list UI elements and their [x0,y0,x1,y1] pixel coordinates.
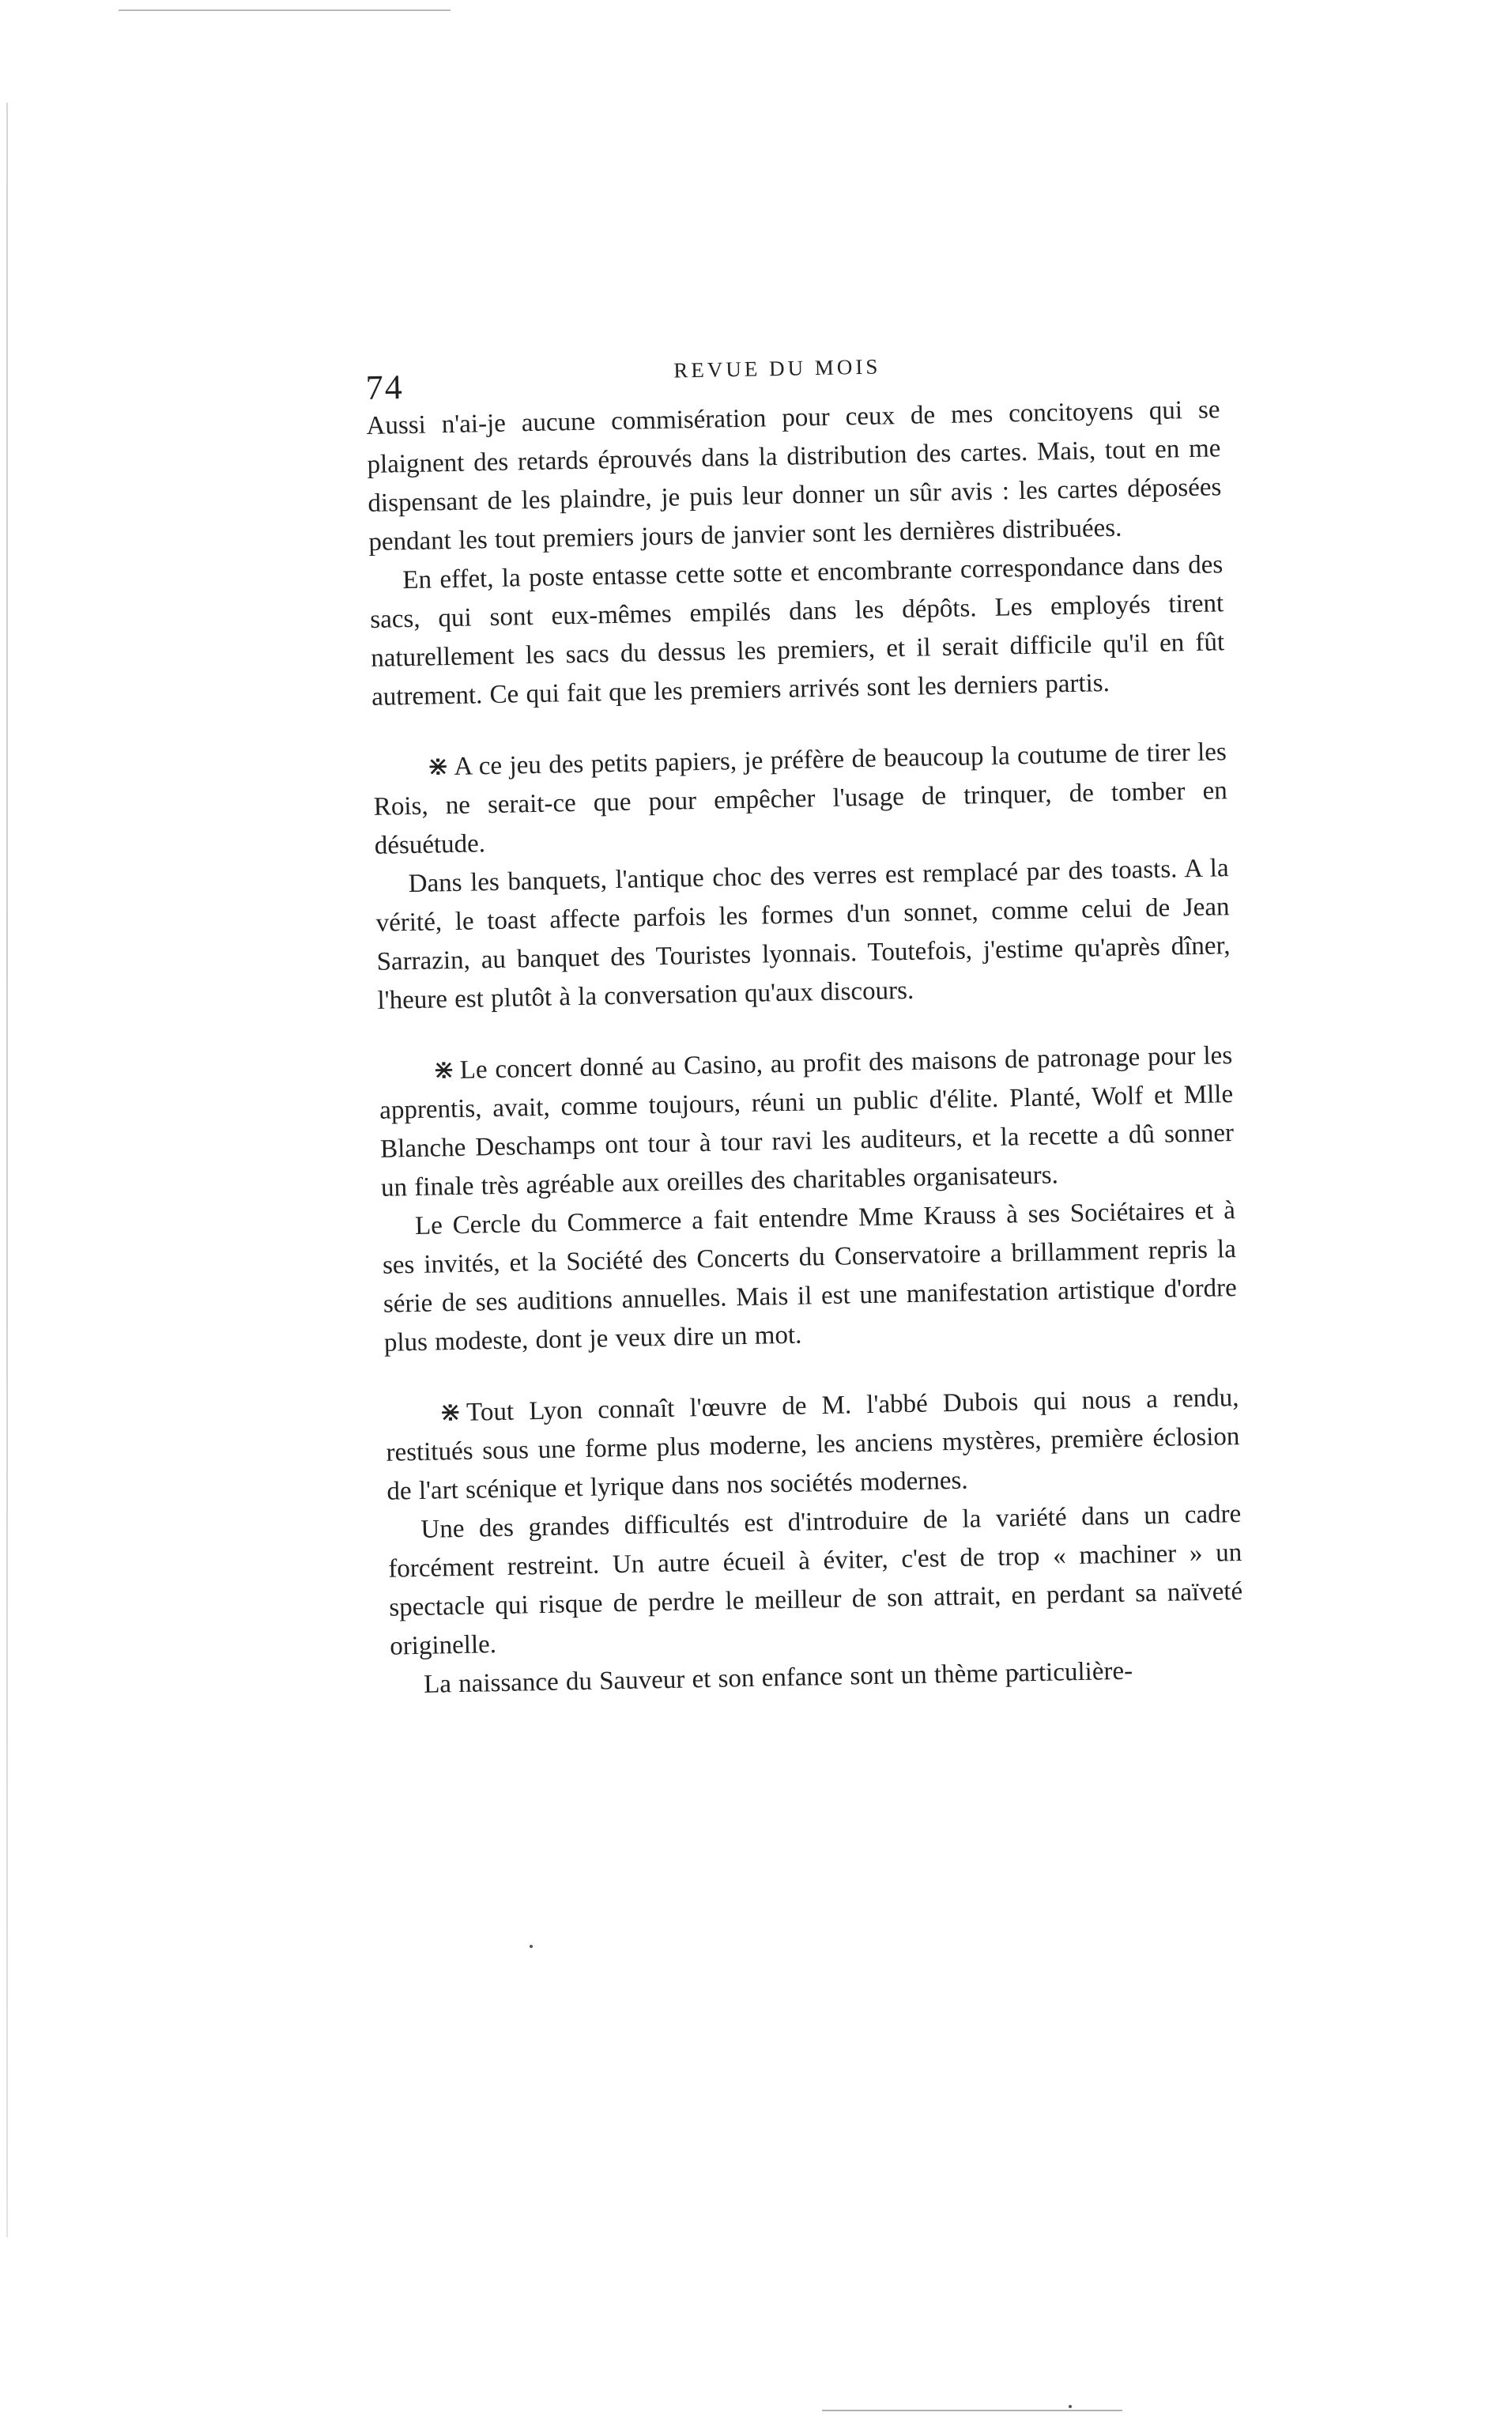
scan-bottom-rule [822,2410,1122,2411]
paragraph: Une des grandes difficultés est d'introduire de la variété dans un cadre forcément restreint. Un autre écueil à éviter, c'est de trop « machiner » un spectacle qui risque de perdre le meilleur de son attrait, en perdant sa naïveté originelle. [388,1499,1243,1661]
asterism-icon: ⋇ [426,750,450,783]
paragraph [372,732,1228,866]
section-1 [366,391,1225,717]
paragraph-text: A ce jeu des petits papiers, je préfère de beaucoup la coutume de tirer les Rois, ne serait-ce que pour empêcher l'usage de trinquer, de tomber en désuétude. [373,738,1228,860]
paragraph: Le Cercle du Commerce a fait entendre Mme Krauss à ses Sociétaires et à ses invités, et la Société des Concerts du Conservatoire a brillamment repris la série de ses auditions annuelles. Mais il est une manifestation artistique d'ordre plus modeste, dont je veux dire un mot. [382,1196,1238,1357]
section-2 [372,732,1231,1021]
paragraph: En effet, la poste entasse cette sotte et encombrante correspondance dans des sacs, qui sont eux-mêmes empilés dans les dépôts. Les employés tirent naturellement les sacs du dessus les premiers, et il serait difficile qu'il en fût autrement. Ce qui fait que les premiers arrivés sont les derniers partis. [369,550,1225,712]
paragraph: La naissance du Sauveur et son enfance sont un thème particulière- [423,1656,1133,1699]
paragraph [379,1036,1235,1208]
paragraph: Dans les banquets, l'antique choc des verres est remplacé par des toasts. A la vérité, le toast affecte parfois les formes d'un sonnet, comme celui de Jean Sarrazin, au banquet des Touristes lyonnais. Toutefois, j'estime qu'après dîner, l'heure est plutôt à la conversation qu'aux discours. [375,854,1231,1015]
page-number: 74 [365,368,405,407]
section-3 [379,1036,1238,1363]
paragraph-text: Tout Lyon connaît l'œuvre de M. l'abbé Dubois qui nous a rendu, restitués sous une forme plus moderne, les anciens mystères, première éclosion de l'art scénique et lyrique dans nos sociétés modernes. [386,1384,1240,1506]
scan-speck [530,1945,533,1948]
scan-top-rule [119,9,451,11]
journal-title: REVUE DU MOIS [673,354,881,383]
asterism-icon: ⋇ [432,1053,456,1086]
paragraph: Aussi n'ai-je aucune commisération pour ceux de mes concitoyens qui se plaignent des retards éprouvés dans la distribution des cartes. Mais, tout en me dispensant de les plaindre, je puis leur donner un sûr avis : les cartes déposées pendant les tout premiers jours de janvier sont les dernières distribuées. [366,395,1222,557]
paragraph-text: Le concert donné au Casino, au profit des maisons de patronage pour les apprentis, avait, comme toujours, réuni un public d'élite. Planté, Wolf et Mlle Blanche Deschamps ont tour à tour ravi les auditeurs, et la recette a dû sonner un finale très agréable aux oreilles des charitables organisateurs. [379,1041,1235,1202]
scan-left-edge [6,103,8,2237]
paragraph [385,1378,1241,1512]
section-4 [385,1378,1244,1705]
scan-speck [1069,2405,1072,2408]
asterism-icon: ⋇ [439,1395,462,1429]
text-block [365,343,1244,1704]
